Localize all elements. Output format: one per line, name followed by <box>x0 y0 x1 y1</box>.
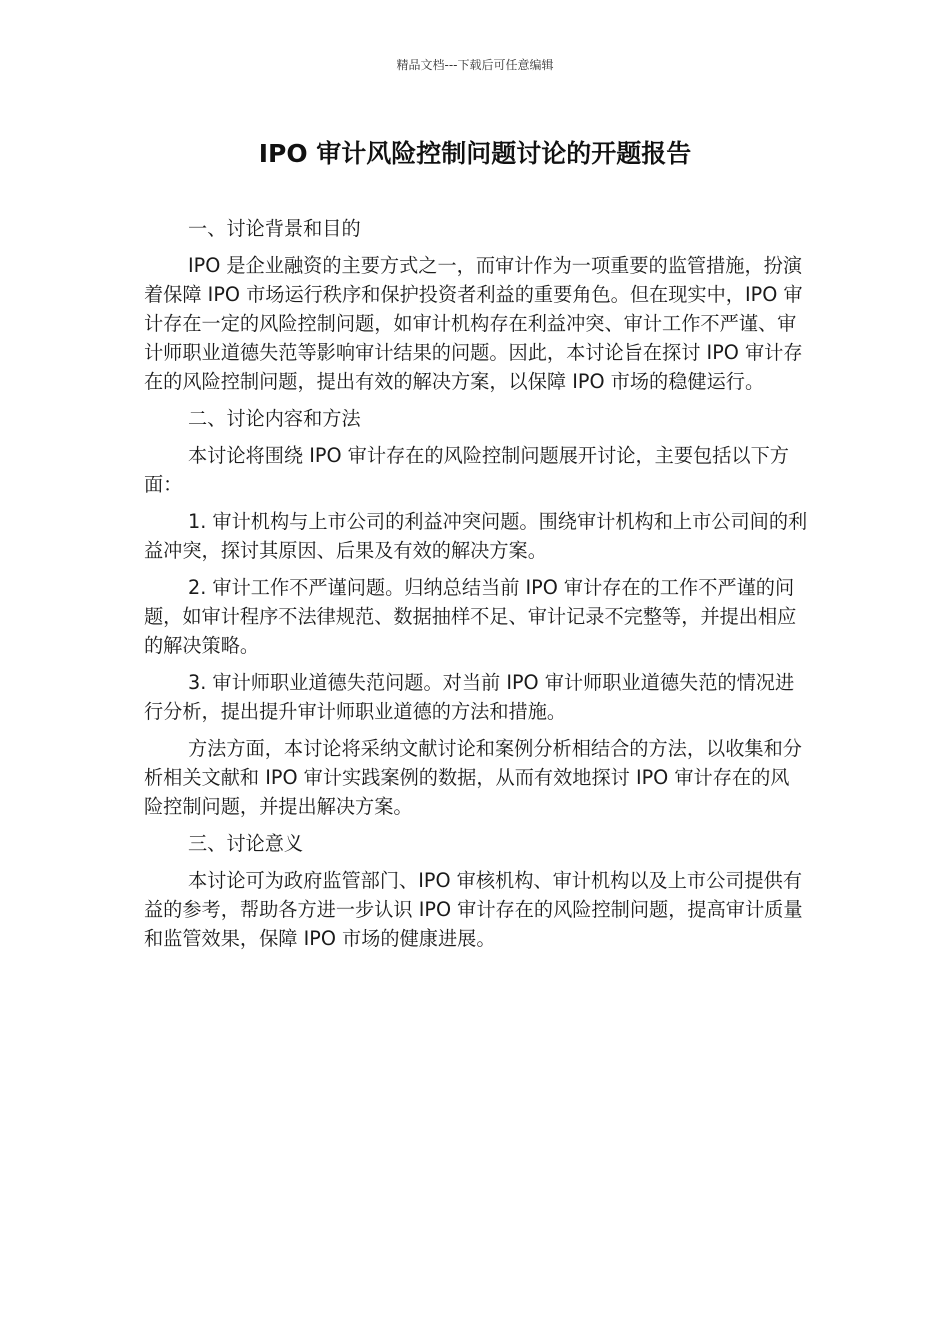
document-title: IPO 审计风险控制问题讨论的开题报告 <box>258 139 692 168</box>
page-header: 精品文档---下载后可任意编辑 <box>396 58 554 72</box>
list-item-conflict-of-interest: 1. 审计机构与上市公司的利益冲突问题。围绕审计机构和上市公司间的利益冲突，探讨其原因、后果及有效的解决方案。 <box>144 510 808 562</box>
section-heading-background: 一、讨论背景和目的 <box>188 217 361 240</box>
paragraph-significance: 本讨论可为政府监管部门、IPO 审核机构、审计机构以及上市公司提供有益的参考，帮助各方进一步认识 IPO 审计存在的风险控制问题，提高审计质量和监管效果，保障 IPO 市场的健康进展。 <box>144 869 803 950</box>
section-heading-significance: 三、讨论意义 <box>188 832 304 855</box>
section-heading-content-method: 二、讨论内容和方法 <box>188 407 361 430</box>
list-item-professional-ethics: 3. 审计师职业道德失范问题。对当前 IPO 审计师职业道德失范的情况进行分析，提出提升审计师职业道德的方法和措施。 <box>144 671 795 723</box>
paragraph-content-intro: 本讨论将围绕 IPO 审计存在的风险控制问题展开讨论，主要包括以下方面： <box>144 444 789 496</box>
paragraph-method: 方法方面，本讨论将采纳文献讨论和案例分析相结合的方法，以收集和分析相关文献和 IPO 审计实践案例的数据，从而有效地探讨 IPO 审计存在的风险控制问题，并提出解决方案。 <box>144 737 802 818</box>
list-item-work-not-rigorous: 2. 审计工作不严谨问题。归纳总结当前 IPO 审计存在的工作不严谨的问题，如审计程序不法律规范、数据抽样不足、审计记录不完整等，并提出相应的解决策略。 <box>144 576 797 657</box>
paragraph-background: IPO 是企业融资的主要方式之一，而审计作为一项重要的监管措施，扮演着保障 IPO 市场运行秩序和保护投资者利益的重要角色。但在现实中，IPO 审计存在一定的风险控制问题，如审计机构存在利益冲突、审计工作不严谨、审计师职业道德失范等影响审计结果的问题。因此，本讨论旨在探讨 IPO 审计存在的风险控制问题，提出有效的解决方案，以保障 IPO 市场的稳健运行。 <box>144 254 803 393</box>
document-body <box>144 214 808 961</box>
